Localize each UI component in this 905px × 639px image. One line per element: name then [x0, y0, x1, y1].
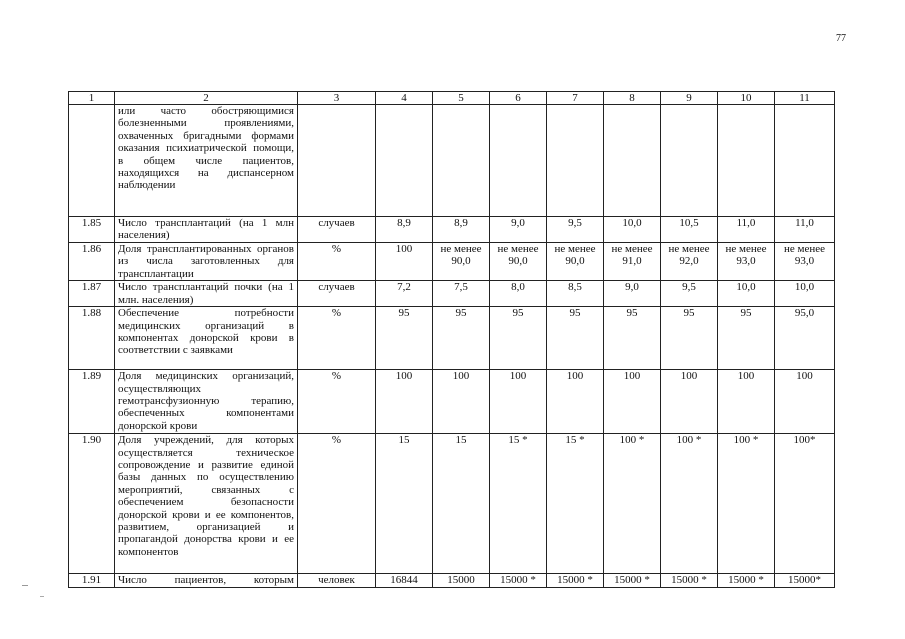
row-number: 1.86	[69, 243, 115, 281]
value-cell	[775, 105, 835, 217]
value-cell: 11,0	[718, 217, 775, 243]
unit: случаев	[298, 281, 376, 307]
value-cell	[376, 105, 433, 217]
row-number: 1.88	[69, 307, 115, 370]
value-cell: 15 *	[490, 434, 547, 574]
indicator-description: Число пациентов, которым	[115, 574, 298, 587]
value-cell: 8,9	[376, 217, 433, 243]
value-cell: 100*	[775, 434, 835, 574]
scan-speck	[40, 596, 44, 597]
value-cell: 7,2	[376, 281, 433, 307]
row-number: 1.89	[69, 370, 115, 434]
unit: %	[298, 434, 376, 574]
value-cell: 100	[376, 370, 433, 434]
value-cell: не менее 93,0	[775, 243, 835, 281]
value-cell	[661, 105, 718, 217]
table-row	[69, 370, 835, 434]
value-cell: 95	[547, 307, 604, 370]
value-cell: 16844	[376, 574, 433, 587]
column-header: 4	[376, 92, 433, 105]
value-cell: 15	[376, 434, 433, 574]
column-header: 2	[115, 92, 298, 105]
column-header: 8	[604, 92, 661, 105]
column-header: 9	[661, 92, 718, 105]
table-row	[69, 281, 835, 307]
value-cell	[490, 105, 547, 217]
value-cell: 15000 *	[718, 574, 775, 587]
value-cell: 95	[490, 307, 547, 370]
page-number: 77	[836, 33, 846, 44]
value-cell: 15000 *	[661, 574, 718, 587]
value-cell: 11,0	[775, 217, 835, 243]
value-cell: не менее 91,0	[604, 243, 661, 281]
unit: случаев	[298, 217, 376, 243]
value-cell: 8,9	[433, 217, 490, 243]
value-cell: 95	[433, 307, 490, 370]
value-cell: 100 *	[718, 434, 775, 574]
indicator-description: Число трансплантаций почки (на 1 млн. населения)	[115, 281, 298, 307]
column-header: 10	[718, 92, 775, 105]
row-number: 1.90	[69, 434, 115, 574]
value-cell: 95	[604, 307, 661, 370]
indicator-description: Доля медицинских организаций, осуществляющих гемотрансфузионную терапию, обеспеченных компонентами донорской крови	[115, 370, 298, 434]
column-header: 6	[490, 92, 547, 105]
column-header: 7	[547, 92, 604, 105]
unit: %	[298, 370, 376, 434]
value-cell: 100	[376, 243, 433, 281]
value-cell: 95	[376, 307, 433, 370]
table-row	[69, 105, 835, 217]
value-cell: 9,0	[490, 217, 547, 243]
value-cell: 15	[433, 434, 490, 574]
indicator-description: Обеспечение потребности медицинских организаций в компонентах донорской крови в соответствии с заявками	[115, 307, 298, 370]
row-number: 1.87	[69, 281, 115, 307]
value-cell: 15000 *	[547, 574, 604, 587]
value-cell: 95	[718, 307, 775, 370]
unit: %	[298, 243, 376, 281]
table-row	[69, 434, 835, 574]
value-cell	[604, 105, 661, 217]
value-cell: 15000 *	[490, 574, 547, 587]
indicator-description: Число трансплантаций (на 1 млн населения)	[115, 217, 298, 243]
value-cell: 100	[718, 370, 775, 434]
value-cell: 100	[490, 370, 547, 434]
unit: %	[298, 307, 376, 370]
table-row	[69, 307, 835, 370]
column-header: 5	[433, 92, 490, 105]
value-cell	[547, 105, 604, 217]
table-row	[69, 574, 835, 587]
value-cell: 100 *	[604, 434, 661, 574]
value-cell: не менее 90,0	[433, 243, 490, 281]
value-cell: 8,5	[547, 281, 604, 307]
indicator-description: Доля трансплантированных органов из числа заготовленных для трансплантации	[115, 243, 298, 281]
value-cell: 10,5	[661, 217, 718, 243]
value-cell: 100	[661, 370, 718, 434]
value-cell: не менее 92,0	[661, 243, 718, 281]
value-cell	[718, 105, 775, 217]
unit	[298, 105, 376, 217]
value-cell: 95	[661, 307, 718, 370]
value-cell: 15000*	[775, 574, 835, 587]
value-cell: 9,0	[604, 281, 661, 307]
value-cell	[433, 105, 490, 217]
value-cell: не менее 90,0	[490, 243, 547, 281]
value-cell: 100 *	[661, 434, 718, 574]
value-cell: 15 *	[547, 434, 604, 574]
value-cell: 100	[775, 370, 835, 434]
indicators-table	[68, 91, 835, 588]
value-cell: 100	[547, 370, 604, 434]
value-cell: 15000	[433, 574, 490, 587]
indicator-description: Доля учреждений, для которых осуществляется техническое сопровождение и развитие единой базы данных по осуществлению мероприятий, связанных с обеспечением безопасности донорской крови и ее компонентов, развитием, организацией и пропагандой донорства крови и ее компонентов	[115, 434, 298, 574]
value-cell: 9,5	[547, 217, 604, 243]
value-cell: 9,5	[661, 281, 718, 307]
value-cell: не менее 93,0	[718, 243, 775, 281]
value-cell: не менее 90,0	[547, 243, 604, 281]
column-header: 1	[69, 92, 115, 105]
row-number: 1.85	[69, 217, 115, 243]
column-header: 3	[298, 92, 376, 105]
indicator-description: или часто обостряющимися болезненными проявлениями, охваченных бригадными формами оказания психиатрической помощи, в общем числе пациентов, находящихся на диспансерном наблюдении	[115, 105, 298, 217]
value-cell: 15000 *	[604, 574, 661, 587]
value-cell: 100	[604, 370, 661, 434]
table-row	[69, 243, 835, 281]
value-cell: 10,0	[775, 281, 835, 307]
value-cell: 7,5	[433, 281, 490, 307]
row-number	[69, 105, 115, 217]
value-cell: 100	[433, 370, 490, 434]
row-number: 1.91	[69, 574, 115, 587]
table-row	[69, 217, 835, 243]
unit: человек	[298, 574, 376, 587]
header-row	[69, 92, 835, 105]
value-cell: 95,0	[775, 307, 835, 370]
column-header: 11	[775, 92, 835, 105]
scan-speck	[22, 585, 28, 586]
value-cell: 10,0	[604, 217, 661, 243]
value-cell: 8,0	[490, 281, 547, 307]
value-cell: 10,0	[718, 281, 775, 307]
